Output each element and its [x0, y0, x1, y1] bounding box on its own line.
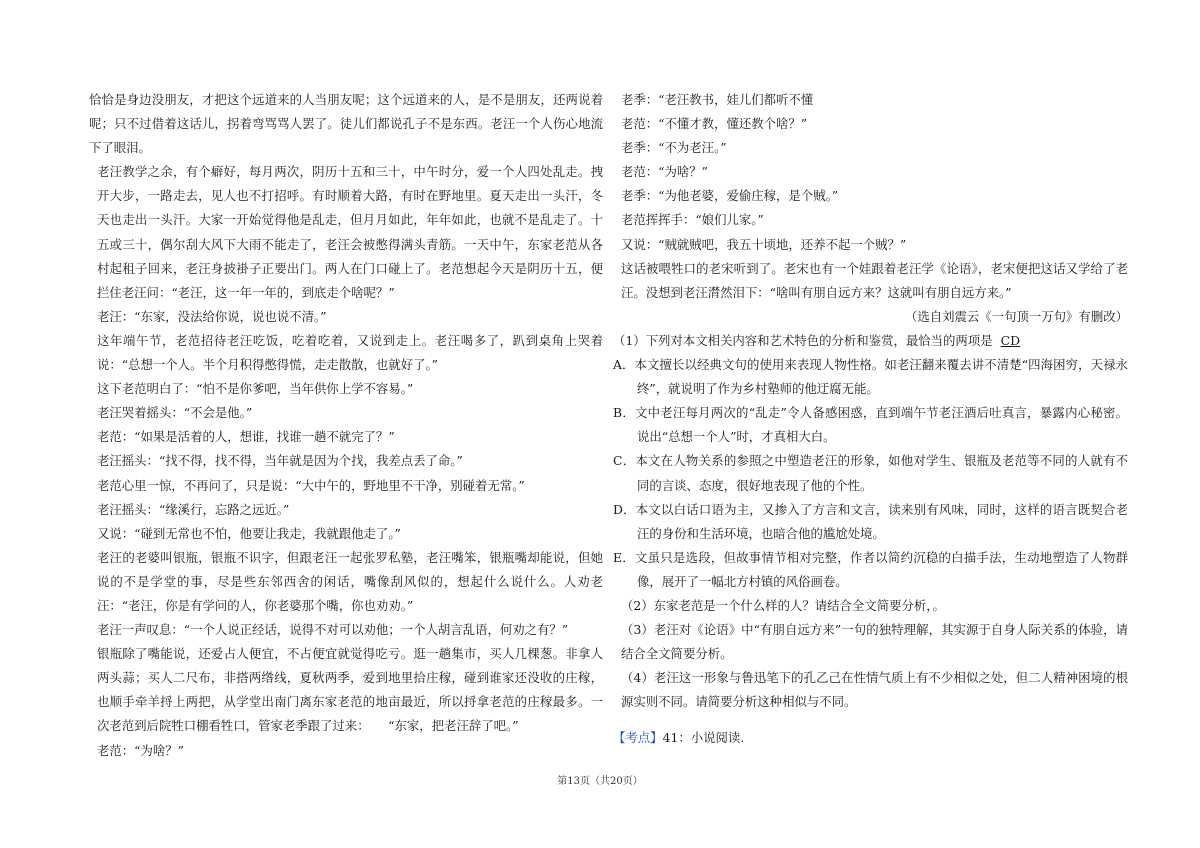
paragraph: 老汪摇头：“找不得，找不得，当年就是因为个找，我差点丢了命。” — [97, 453, 463, 469]
paragraph: 老汪的老婆叫银瓶，银瓶不识字，但跟老汪一起张罗私塾，老汪嘴笨，银瓶嘴却能说，但她说的不是学堂的事，尽是些东邻西舍的闲话，嘴像刮风似的，想起什么说什么。人劝老汪：“老汪，你是有学问的人，你老婆那个嘴，你也劝劝。” — [97, 549, 603, 613]
question-item: （2）东家老范是一个什么样的人？请结合全文简要分析，。 — [621, 597, 945, 613]
left-column — [89, 88, 603, 763]
paragraph: 老季：“不为老汪。” — [621, 140, 727, 156]
paragraph: 这下老范明白了：“怕不是你爹吧，当年供你上学不容易。” — [97, 381, 414, 397]
option-item: A．本文擅长以经典文句的使用来表现人物性格。如老汪翻来覆去讲不清楚“四海困穷，天禄永终”，就说明了作为乡村塾师的他迂腐无能。 — [613, 357, 1128, 397]
option-item: E．文虽只是选段，但故事情节相对完整，作者以简约沉稳的白描手法，生动地塑造了人物群像，展开了一幅北方村镇的风俗画卷。 — [613, 549, 1128, 589]
paragraph: 老范心里一惊，不再问了，只是说：“大中午的，野地里不干净，别碰着无常。” — [97, 477, 525, 493]
page-footer: 第13页（共20页） — [557, 776, 643, 787]
paragraph: 这年端午节，老范招待老汪吃饭，吃着吃着，又说到走上。老汪喝多了，趴到桌角上哭着说：“总想一个人。半个月积得憋得慌，走走散散，也就好了。” — [97, 332, 603, 373]
kaodian-tag: 【考点】 — [613, 730, 663, 746]
kaodian-text: 41：小说阅读. — [662, 730, 745, 746]
right-paragraphs — [613, 88, 1128, 305]
option-item: C．本文在人物关系的参照之中塑造老汪的形象，如他对学生、银瓶及老范等不同的人就有不同的言谈、态度，很好地表现了他的个性。 — [613, 453, 1128, 493]
paragraph: 老季：“为他老婆，爱偷庄稼，是个贼。” — [621, 188, 839, 204]
paragraph: 银瓶除了嘴能说，还爱占人便宜，不占便宜就觉得吃亏。逛一趟集市，买人几棵葱。非拿人两头蒜；买人二尺布，非搭两绺线，夏秋两季，爱到地里拾庄稼，碰到谁家还没收的庄稼，也顺手牵羊捋上两把，从学堂出南门离东家老范的地亩最近，所以捋拿老范的庄稼最多。一次老范到后院牲口棚看牲口，管家老季跟了过来： “东家，把老汪辞了吧。” — [97, 646, 603, 734]
paragraph: 这话被喂牲口的老宋听到了。老宋也有一个娃跟着老汪学《论语》，老宋便把这话又学给了老汪。没想到老汪潸然泪下：“啥叫有朋自远方来？这就叫有朋自远方来。” — [621, 260, 1128, 300]
paragraph: 老汪摇头：“缘溪行，忘路之远近。” — [97, 501, 290, 517]
source-note: （选自刘震云《一句顶一万句》有删改） — [904, 308, 1128, 324]
question-item: （4）老汪这一形象与鲁迅笔下的孔乙己在性情气质上有不少相似之处，但二人精神困境的根源实则不同。请简要分析这种相似与不同。 — [621, 670, 1128, 710]
question-1-answer: CD — [1000, 332, 1021, 348]
paragraph: 老季：“老汪教书，娃儿们都听不懂 — [621, 92, 814, 107]
paragraph: 又说：“碰到无常也不怕，他要让我走，我就跟他走了。” — [97, 525, 401, 541]
option-item: B．文中老汪每月两次的“乱走”令人备感困惑，直到端午节老汪酒后吐真言，暴露内心秘密。说出“总想一个人”时，才真相大白。 — [613, 405, 1128, 445]
paragraph: 又说：“贼就贼吧，我五十顷地，还养不起一个贼？” — [621, 236, 907, 252]
option-item: D．本文以白话口语为主，又掺入了方言和文言，读来别有风味，同时，这样的语言既契合老汪的身份和生活环境，也暗合他的尴尬处境。 — [613, 501, 1128, 541]
paragraph: 老汪教学之余，有个癖好，每月两次，阴历十五和三十，中午时分，爱一个人四处乱走。拽开大步，一路走去，见人也不打招呼。有时顺着大路，有时在野地里。夏天走出一头汗，冬天也走出一头汗。大家一开始觉得他是乱走，但月月如此，年年如此，也就不是乱走了。十五或三十，偶尔刮大风下大雨不能走了，老汪会被憋得满头青筋。一天中午，东家老范从各村起租子回来，老汪身披褂子正要出门。两人在门口碰上了。老范想起今天是阴历十五，便拦住老汪问：“老汪，这一年一年的，到底走个啥呢？” — [97, 164, 603, 300]
paragraph: 恰恰是身边没朋友，才把这个远道来的人当朋友呢；这个远道来的人，是不是朋友，还两说着呢；只不过借着这话儿，拐着弯骂骂人罢了。徒儿们都说孔子不是东西。老汪一个人伤心地流下了眼泪。 — [89, 92, 603, 156]
paragraph: 老汪哭着摇头：“不会是他。” — [97, 405, 253, 421]
paragraph: 老汪：“东家，没法给你说，说也说不清。” — [97, 308, 327, 324]
paragraph: 老范：“为啥？” — [621, 164, 709, 180]
questions-list — [613, 594, 1128, 714]
paragraph: 老范挥挥手：“娘们儿家。” — [621, 212, 764, 228]
question-1 — [613, 329, 1128, 353]
question-1-stem: （1）下列对本文相关内容和艺术特色的分析和鉴赏，最恰当的两项是 — [613, 332, 993, 348]
paragraph: 老范：“为啥？” — [97, 742, 185, 758]
kaodian-line — [613, 726, 1128, 750]
right-column — [613, 88, 1128, 751]
question-item: （3）老汪对《论语》中“有朋自远方来”一句的独特理解，其实源于自身人际关系的体验，请结合全文简要分析。 — [621, 622, 1128, 662]
paragraph: 老范：“不懂才教，懂还教个啥？” — [621, 116, 808, 132]
paragraph: 老汪一声叹息：“一个人说正经话，说得不对可以劝他；一个人胡言乱语，何劝之有？” — [97, 622, 569, 638]
paragraph: 老范：“如果是活着的人，想谁，找谁一趟不就完了？” — [97, 429, 395, 445]
options-list — [613, 353, 1128, 594]
